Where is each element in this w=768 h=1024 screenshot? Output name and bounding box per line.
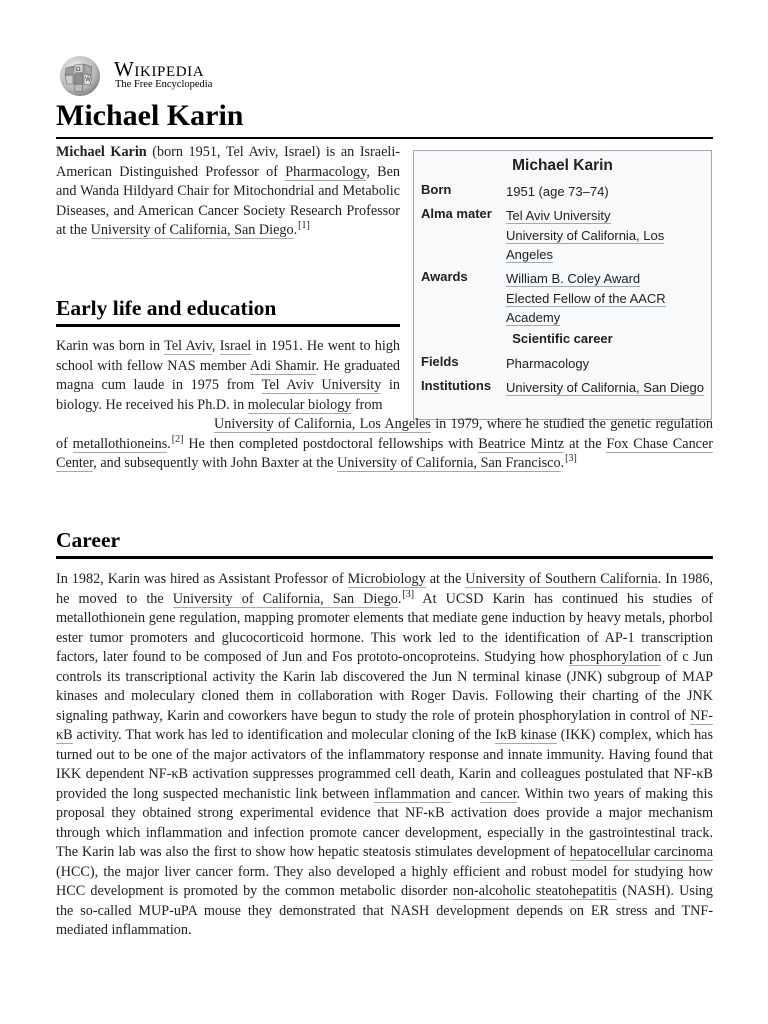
link-ucsf[interactable]: University of California, San Francisco bbox=[337, 455, 561, 471]
citation-3-career[interactable]: [3] bbox=[402, 588, 415, 600]
citation-3[interactable]: [3] bbox=[565, 453, 577, 465]
link-nf-kb[interactable]: NF-κB bbox=[56, 707, 713, 743]
svg-text:W: W bbox=[85, 76, 91, 83]
section-divider-career bbox=[56, 556, 713, 559]
svg-text:Ω: Ω bbox=[76, 66, 81, 73]
infobox-value-fields: Pharmacology bbox=[506, 356, 590, 371]
infobox-value-institutions bbox=[506, 378, 706, 398]
link-fox-chase-cancer-center[interactable]: Fox Chase Cancer Center bbox=[56, 435, 713, 471]
infobox-label-fields: Fields bbox=[421, 354, 459, 369]
infobox-title: Michael Karin bbox=[512, 157, 613, 174]
link-ucla[interactable]: University of California, Los Angeles bbox=[506, 227, 665, 262]
infobox bbox=[413, 150, 712, 420]
infobox-label-born: Born bbox=[421, 182, 452, 197]
link-israel[interactable]: Israel bbox=[219, 338, 252, 354]
infobox-label-awards: Awards bbox=[421, 269, 468, 284]
link-institution-ucsd[interactable]: University of California, San Diego bbox=[506, 380, 704, 395]
link-nash[interactable]: non-alcoholic steatohepatitis bbox=[452, 883, 618, 899]
link-metallothioneins[interactable]: metallothioneins bbox=[72, 435, 168, 452]
link-ikb-kinase[interactable]: IκB kinase bbox=[495, 727, 557, 743]
wikipedia-tagline: The Free Encyclopedia bbox=[115, 79, 213, 90]
link-hepatocellular-carcinoma[interactable]: hepatocellular carcinoma bbox=[569, 844, 714, 860]
wikipedia-logo[interactable] bbox=[56, 54, 296, 98]
link-tel-aviv-university[interactable]: Tel Aviv University bbox=[506, 208, 611, 223]
section-heading-early-life: Early life and education bbox=[56, 296, 277, 320]
infobox-label-alma-mater: Alma mater bbox=[421, 206, 492, 221]
link-ucsd-career[interactable]: University of California, San Diego bbox=[172, 590, 398, 607]
link-pharmacology[interactable]: Pharmacology bbox=[285, 163, 367, 180]
section-heading-career: Career bbox=[56, 528, 121, 552]
link-molecular-biology[interactable]: molecular biology bbox=[247, 396, 352, 413]
wikipedia-globe-icon bbox=[56, 54, 104, 98]
infobox-value-born: 1951 (age 73–74) bbox=[506, 184, 609, 199]
title-divider bbox=[56, 137, 713, 139]
lead-subject-name: Michael Karin bbox=[56, 144, 147, 160]
career-paragraph: In 1982, Karin was hired as Assistant Professor of Microbiology at the University of Southern California. In 1986, he moved to the University of California, San Diego.[3] At UCSD Karin has continued his studies of metallothionein gene regulation, mapping promoter elements that mediate gene induction by heavy metals, phorbol ester tumor promoters and glucocorticoid hormone. This work led to the identification of AP-1 transcription factors, later found to be composed of Jun and Fos prototo-oncoproteins. Studying how phosphorylation of c Jun controls its transcriptional activity the Karin lab discovered the Jun N terminal kinase (JNK) subgroup of MAP kinases and moleculary cloned them in collaboration with Roger Davis. Following their charting of the JNK signaling pathway, Karin and coworkers have begun to study the role of protein phosphorylation in control of NF-κB activity. That work has led to identification and molecular cloning of the IκB kinase (IKK) complex, which has turned out to be one of the major activators of the inflammatory response and innate immunity. Having found that IKK dependent NF-κB activation suppresses programmed cell death, Karin and colleagues postulated that NF-κB provided the long suspected mechanistic link between inflammation and cancer. Within two years of making this proposal they obtained strong experimental evidence that NF-κB activation does provide a major mechanism through which inflammation and infection promote cancer development, especially in the gastrointestinal track. The Karin lab was also the first to show how hepatic steatosis stimulates development of hepatocellular carcinoma (HCC), the major liver cancer form. They also developed a highly efficient and robust model for studying how HCC development is promoted by the common metabolic disorder non-alcoholic steatohepatitis (NASH). Using the so-called MUP-uPA mouse they demonstrated that NASH development depends on ER stress and TNF-mediated inflammation. bbox=[56, 571, 714, 938]
early-life-paragraph-part2: University of California, Los Angeles in 1979, where he studied the genetic regulation of metallothioneins.[2] He then completed postdoctoral fellowships with Beatrice Mintz at the Fox Chase Cancer Center, and subsequently with John Baxter at the University of California, San Francisco.[3] bbox=[56, 416, 713, 471]
page-title: Michael Karin bbox=[56, 99, 244, 132]
link-ucsd[interactable]: University of California, San Diego bbox=[90, 222, 294, 238]
link-microbiology[interactable]: Microbiology bbox=[347, 571, 426, 587]
link-ucla-2[interactable]: University of California, Los Angeles bbox=[214, 416, 431, 432]
section-divider-early-life bbox=[56, 324, 400, 327]
infobox-label-institutions: Institutions bbox=[421, 378, 492, 393]
lead-paragraph: Michael Karin (born 1951, Tel Aviv, Israel) is an Israeli-American Distinguished Professor of Pharmacology, Ben and Wanda Hildyard Chair for Mitochondrial and Metabolic Diseases, and American Cancer Society Research Professor at the University of California, San Diego.[1] bbox=[56, 144, 400, 238]
link-usc[interactable]: University of Southern California bbox=[465, 571, 658, 587]
link-phosphorylation[interactable]: phosphorylation bbox=[569, 649, 662, 665]
link-inflammation[interactable]: inflammation bbox=[374, 785, 451, 802]
link-tel-aviv[interactable]: Tel Aviv bbox=[164, 338, 212, 354]
infobox-subheading-career: Scientific career bbox=[512, 331, 613, 346]
wikipedia-wordmark: Wikipedia bbox=[114, 57, 205, 81]
link-coley-award[interactable]: William B. Coley Award bbox=[506, 271, 641, 286]
link-beatrice-mintz[interactable]: Beatrice Mintz bbox=[478, 435, 565, 452]
link-cancer[interactable]: cancer bbox=[480, 785, 517, 802]
link-adi-shamir[interactable]: Adi Shamir bbox=[249, 357, 316, 374]
link-tel-aviv-university-2[interactable]: Tel Aviv University bbox=[261, 377, 382, 393]
citation-2[interactable]: [2] bbox=[171, 433, 184, 445]
infobox-value-alma-mater bbox=[506, 206, 706, 265]
early-life-paragraph-part1: Karin was born in Tel Aviv, Israel in 1951. He went to high school with fellow NAS member Adi Shamir. He graduated magna cum laude in 1975 from Tel Aviv University in biology. He received his Ph.D. in molecular biology from bbox=[56, 338, 401, 413]
citation-1[interactable]: [1] bbox=[298, 220, 310, 232]
infobox-value-awards bbox=[506, 269, 706, 328]
link-aacr-academy[interactable]: Elected Fellow of the AACR Academy bbox=[506, 290, 666, 325]
